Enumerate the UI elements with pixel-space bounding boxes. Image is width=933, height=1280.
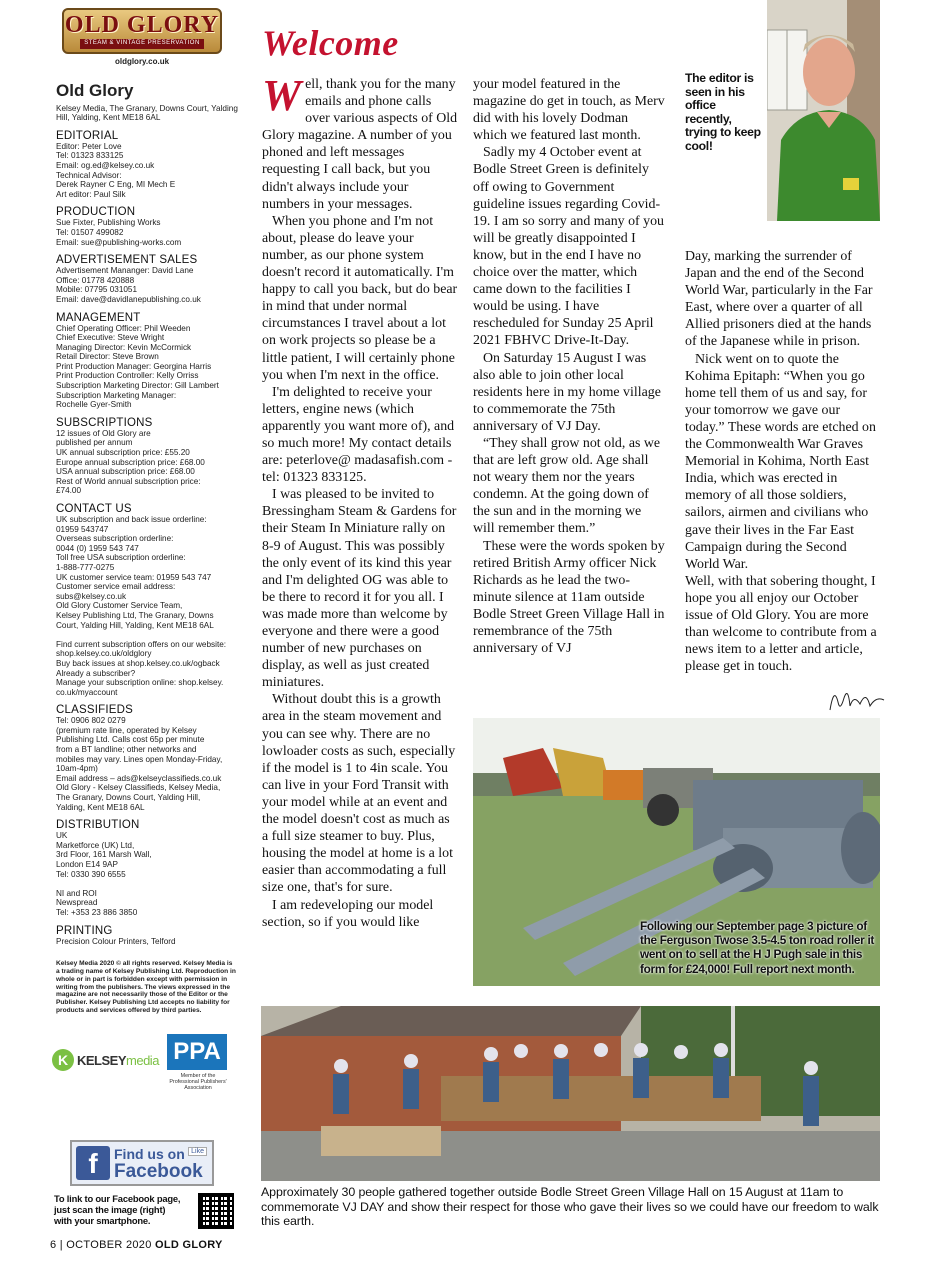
masthead-section	[56, 704, 242, 812]
ppa-note: Member of the Professional Publishers' Association	[169, 1073, 227, 1092]
article-headline: Welcome	[262, 23, 399, 63]
old-glory-logo: OLD GLORY STEAM & VINTAGE PRESERVATION	[62, 8, 222, 54]
article-paragraph: Nick went on to quote the Kohima Epitaph: “When you go home tell them of us and say, for your tomorrow we gave our today.” These words are etched on the Commonwealth War Graves Memorial in Kohima, North East India, which was erected in memory of all those soldiers, sailors, airmen and civilians who gave their lives in the Far East Campaign during the Second World War.	[685, 351, 876, 572]
village-hall-group-photo	[261, 1006, 880, 1181]
publisher-address: Kelsey Media, The Granary, Downs Court, Yalding Hill, Yalding, Kent ME18 6AL	[56, 103, 238, 123]
masthead-section	[56, 312, 242, 410]
like-icon: Like	[188, 1147, 207, 1156]
article-paragraph: These were the words spoken by retired British Army officer Nick Richards as he lead the two-minute silence at 11am outside Bodle Street Green Village Hall in remembrance of the 75th anniversary of VJ	[473, 538, 665, 657]
publication-title: Old Glory	[56, 80, 134, 100]
editor-photo	[767, 0, 880, 221]
section-body: Precision Colour Printers, Telford	[56, 936, 176, 946]
facebook-note: To link to our Facebook page, just scan the image (right) with your smartphone.	[54, 1193, 181, 1226]
masthead-section	[56, 130, 242, 200]
article-paragraph: On Saturday 15 August I was also able to join other local residents here in my home village to commemorate the 75th anniversary of VJ Day.	[473, 350, 661, 434]
section-body: UK Marketforce (UK) Ltd, 3rd Floor, 161 Marsh Wall, London E14 9AP Tel: 0330 390 6555 NI and ROI Newspread Tel: +353 23 886 3850	[56, 831, 152, 917]
article-paragraph: Without doubt this is a growth area in the steam movement and you can see why. There are no lowloader costs as such, especially if the model is 1 to 4in scale. You can live in your Ford Transit with your model while at an event and the model doesn't cost as much as a full size steamer to buy. Plus, housing the model at home is a lot easier than accommodating a full size one, that's for sure.	[262, 692, 456, 896]
group-photo-caption: Approximately 30 people gathered together outside Bodle Street Green Village Hall on 15 August at 11am to commemorate VJ DAY and show their respect for those who gave their lives so we could have our freedom to walk this earth.	[261, 1185, 879, 1229]
article-paragraph: “They shall grow not old, as we that are left grow old. Age shall not weary them nor the years condemn. At the going down of the sun and in the morning we will remember them.”	[473, 435, 661, 537]
facebook-icon: f	[76, 1146, 110, 1180]
qr-code-icon[interactable]	[198, 1193, 234, 1229]
section-heading: DISTRIBUTION	[56, 819, 140, 832]
article-paragraph: Day, marking the surrender of Japan and the end of the Second World War, particularly in the Far East, where over a quarter of all Allied prisoners died at the hands of the Japanese while in prison.	[685, 249, 873, 350]
masthead-section	[56, 925, 242, 947]
masthead-section	[56, 417, 242, 496]
article-paragraph: When you phone and I'm not about, please do leave your number, as our phone system doesn't record it automatically. I'm happy to call you back, but do bear in mind that under normal circumstances I travel about a lot on work projects so please be a little patient, I will certainly phone you when I'm next in the office.	[262, 213, 458, 383]
masthead-section	[56, 206, 242, 247]
page-footer: 6 | OCTOBER 2020 OLD GLORY	[50, 1239, 223, 1251]
facebook-badge[interactable]: f Find us on Facebook Like	[70, 1140, 214, 1186]
article-paragraph: I was pleased to be invited to Bressingham Steam & Gardens for their Steam In Miniature rally on 8-9 of August. This was possibly the only event of its kind this year and I'm delighted OG was able to be there to record it for you all. I was made more than welcome by everyone and there were a good number of new purchases on display, as well as just created miniatures.	[262, 487, 457, 691]
article-column-3	[685, 248, 879, 718]
masthead-section	[56, 819, 242, 917]
section-body: Editor: Peter Love Tel: 01323 833125 Email: og.ed@kelsey.co.uk Technical Advisor: Derek Rayner C Eng, MI Mech E Art editor: Paul Silk	[56, 141, 176, 199]
section-heading: ADVERTISEMENT SALES	[56, 254, 198, 267]
article-column-2	[473, 76, 665, 716]
section-heading: CONTACT US	[56, 503, 132, 515]
legal-notice: Kelsey Media 2020 © all rights reserved. Kelsey Media is a trading name of Kelsey Publishing Ltd. Reproduction in whole or in part is forbidden except with permission in writing from the publishers. The views expressed in the magazine are not necessarily those of the Editor or the Publisher. Kelsey Publishing Ltd accepts no liability for products and services offered by third parties.	[56, 960, 236, 1014]
editor-signature	[826, 680, 886, 720]
section-heading: PRODUCTION	[56, 206, 136, 219]
section-heading: MANAGEMENT	[56, 311, 141, 324]
article-paragraph: your model featured in the magazine do get in touch, as Merv did with his lovely Dodman which we featured last month.	[473, 77, 665, 144]
drop-cap: W	[262, 76, 302, 120]
masthead-section	[56, 254, 242, 304]
section-body: Advertisement Mananger: David Lane Office: 01778 420888 Mobile: 07795 031051 Email: dave@davidlanepublishing.co.uk	[56, 266, 201, 304]
website-link[interactable]: oldglory.co.uk	[114, 57, 170, 66]
section-body: UK subscription and back issue orderline: 01959 543747 Overseas subscription orderline: 0044 (0) 1959 543 747 Toll free USA subscription orderline: 1-888-777-0275 UK customer service team: 01959 543 747 Customer service email address: subs@kelsey.co.uk Old Glory Customer Service Team, Kelsey Publishing Ltd, The Granary, Downs Court, Yalding Hill, Yalding, Kent ME18 6AL Find current subscription offers on our website: shop.kelsey.co.uk/oldglory Buy back issues at shop.kelsey.co.uk/ogback Already a subscriber? Manage your subscription online: shop.kelsey. co.uk/myaccount	[56, 515, 227, 697]
section-heading: EDITORIAL	[56, 129, 119, 142]
section-body: Sue Fixter, Publishing Works Tel: 01507 499082 Email: sue@publishing-works.com	[56, 218, 182, 247]
section-heading: SUBSCRIPTIONS	[56, 416, 153, 429]
section-body: 12 issues of Old Glory are published per annum UK annual subscription price: £55.20 Europe annual subscription price: £68.00 USA annual subscription price: £68.00 Rest of World annual subscription price: £74.00	[56, 428, 205, 496]
article-paragraph: ell, thank you for the many emails and phone calls over various aspects of Old Glory magazine. A number of you phoned and left messages requesting I call back, but you didn't always include your numbers in your messages.	[262, 77, 458, 212]
section-body: Chief Operating Officer: Phil Weeden Chief Executive: Steve Wright Managing Director: Kevin McCormick Retail Director: Steve Brown Print Production Manager: Georgina Harris Print Production Controller: Kelly Orriss Subscription Marketing Director: Gill Lambert Subscription Marketing Manager: Rochelle Gyer-Smith	[56, 323, 219, 410]
kelsey-media-logo: K KELSEYmedia	[52, 1048, 162, 1072]
article-paragraph: I am redeveloping our model section, so if you would like	[262, 897, 434, 930]
ppa-logo: PPA	[167, 1034, 227, 1070]
roller-caption: Following our September page 3 picture of the Ferguson Twose 3.5-4.5 ton road roller it went on to sell at the H J Pugh sale in this form for £24,000! Full report next month.	[640, 919, 875, 976]
article-paragraph: Sadly my 4 October event at Bodle Street Green is definitely off owing to Government guideline issues regarding Covid-19. I am so sorry and many of you will be greatly disappointed I know, but in the end I have no choice over the matter, which came down to the facilities I would be using. I have rescheduled for Sunday 25 April 2021 FBHVC Drive-It-Day.	[473, 145, 664, 349]
article-column-1	[262, 76, 458, 991]
article-paragraph: Well, with that sobering thought, I hope you all enjoy our October issue of Old Glory. You are more than welcome to contribute from a news item to a letter and article, please get in touch.	[685, 573, 877, 675]
kelsey-k-icon: K	[52, 1049, 74, 1071]
masthead-sidebar	[56, 8, 242, 1015]
section-body: Tel: 0906 802 0279 (premium rate line, operated by Kelsey Publishing Ltd. Calls cost 65p per minute from a BT landline; other networks and mobiles may vary. Lines open Monday-Friday, 10am-4pm) Email address – ads@kelseyclassifieds.co.uk Old Glory - Kelsey Classifieds, Kelsey Media, The Granary, Downs Court, Yalding Hill, Yalding, Kent ME18 6AL	[56, 716, 223, 812]
article-paragraph: I'm delighted to receive your letters, engine news (which apparently you want more of), and so much more! My contact details are: peterlove@ madasafish.com - tel: 01323 833125.	[262, 384, 455, 486]
section-heading: PRINTING	[56, 924, 113, 937]
section-heading: CLASSIFIEDS	[56, 704, 133, 717]
editor-caption: The editor is seen in his office recently, trying to keep cool!	[685, 71, 761, 153]
masthead-section	[56, 503, 242, 697]
